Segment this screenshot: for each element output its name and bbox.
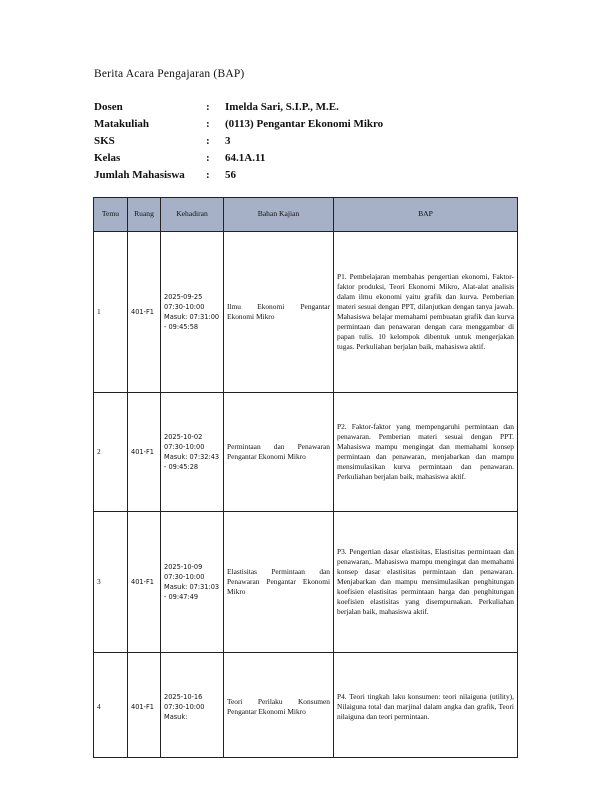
- info-row-matakuliah: [94, 116, 383, 133]
- header-bahan-kajian: Bahan Kajian: [224, 198, 334, 232]
- info-colon: :: [206, 135, 210, 147]
- cell-kehadiran: 2025-10-02 07:30-10:00 Masuk: 07:32:43 - 09:45:28: [161, 393, 224, 512]
- table-header-row: [94, 198, 518, 232]
- info-label: Kelas: [94, 152, 121, 164]
- cell-temu: 2: [94, 393, 128, 512]
- cell-bahan-kajian: Permintaan dan Penawaran Pengantar Ekonomi Mikro: [224, 393, 334, 512]
- cell-ruang: 401-F1: [128, 393, 161, 512]
- cell-bahan-kajian: Ilmu Ekonomi Pengantar Ekonomi Mikro: [224, 232, 334, 393]
- info-value-kelas: 64.1A.11: [225, 152, 266, 164]
- cell-kehadiran: 2025-09-25 07:30-10:00 Masuk: 07:31:00 - 09:45:58: [161, 232, 224, 393]
- table-row: [94, 393, 518, 512]
- info-label: Dosen: [94, 101, 123, 113]
- cell-bap: P2. Faktor-faktor yang mempengaruhi permintaan dan penawaran. Pemberian materi sesuai dengan PPT. Mahasiswa mampu mengingat dan memahami konsep permintaan dan penawaran, menjabarkan dan mampu mensimulasikan kurva permintaan dan penawaran. Perkuliahan berjalan baik, mahasiswa aktif.: [334, 393, 518, 512]
- document-title: Berita Acara Pengajaran (BAP): [94, 68, 245, 80]
- cell-bahan-kajian: Teori Perilaku Konsumen Pengantar Ekonomi Mikro: [224, 653, 334, 758]
- cell-temu: 3: [94, 512, 128, 653]
- info-value-dosen: Imelda Sari, S.I.P., M.E.: [225, 101, 339, 113]
- table-row: [94, 512, 518, 653]
- cell-temu: 4: [94, 653, 128, 758]
- info-label: Jumlah Mahasiswa: [94, 169, 185, 181]
- info-label: Matakuliah: [94, 118, 150, 130]
- header-kehadiran: Kehadiran: [161, 198, 224, 232]
- cell-ruang: 401-F1: [128, 232, 161, 393]
- cell-ruang: 401-F1: [128, 653, 161, 758]
- bap-table: [93, 197, 518, 758]
- info-label: SKS: [94, 135, 115, 147]
- cell-bap: P3. Pengertian dasar elastisitas, Elastisitas permintaan dan penawaran,. Mahasiswa mampu mengingat dan memahami konsep dasar elastisitas permintaan dan penawaran. Menjabarkan dan mampu mensimulasikan penghitungan koefisien elastisitas permintaan harga dan penghitungan koefisien elastisitas yang disempurnakan. Perkuliahan berjalan baik, mahasiswa aktif.: [334, 512, 518, 653]
- info-value-sks: 3: [225, 135, 231, 147]
- info-colon: :: [206, 101, 210, 113]
- cell-kehadiran: 2025-10-16 07:30-10:00 Masuk:: [161, 653, 224, 758]
- cell-kehadiran: 2025-10-09 07:30-10:00 Masuk: 07:31:03 - 09:47:49: [161, 512, 224, 653]
- header-bap: BAP: [334, 198, 518, 232]
- table-row: [94, 653, 518, 758]
- info-colon: :: [206, 169, 210, 181]
- info-colon: :: [206, 152, 210, 164]
- info-row-dosen: [94, 99, 383, 116]
- header-temu: Temu: [94, 198, 128, 232]
- cell-bahan-kajian: Elastisitas Permintaan dan Penawaran Pengantar Ekonomi Mikro: [224, 512, 334, 653]
- info-value-jumlah-mahasiswa: 56: [225, 169, 236, 181]
- header-ruang: Ruang: [128, 198, 161, 232]
- course-info: [94, 99, 383, 184]
- cell-ruang: 401-F1: [128, 512, 161, 653]
- info-value-matakuliah: (0113) Pengantar Ekonomi Mikro: [225, 118, 384, 130]
- info-row-kelas: [94, 150, 383, 167]
- info-row-jumlah-mahasiswa: [94, 167, 383, 184]
- info-colon: :: [206, 118, 210, 130]
- cell-bap: P1. Pembelajaran membahas pengertian ekonomi, Faktor-faktor produksi, Teori Ekonomi Mikro, Alat-alat analisis dalam ilmu ekonomi yaitu grafik dan kurva. Pemberian materi sesuai dengan PPT, dilanjutkan dengan tanya jawab. Mahasiswa belajar memahami pembuatan grafik dan kurva permintaan dan penawaran dengan cara menggambar di papan tulis. 10 kelompok dibentuk untuk mengerjakan tugas. Perkuliahan berjalan baik, mahasiswa aktif.: [334, 232, 518, 393]
- info-row-sks: [94, 133, 383, 150]
- cell-temu: 1: [94, 232, 128, 393]
- cell-bap: P4. Teori tingkah laku konsumen: teori nilaiguna (utility), Nilaiguna total dan marjinal dalam angka dan grafik, Teori nilaiguna dan teori permintaan.: [334, 653, 518, 758]
- table-row: [94, 232, 518, 393]
